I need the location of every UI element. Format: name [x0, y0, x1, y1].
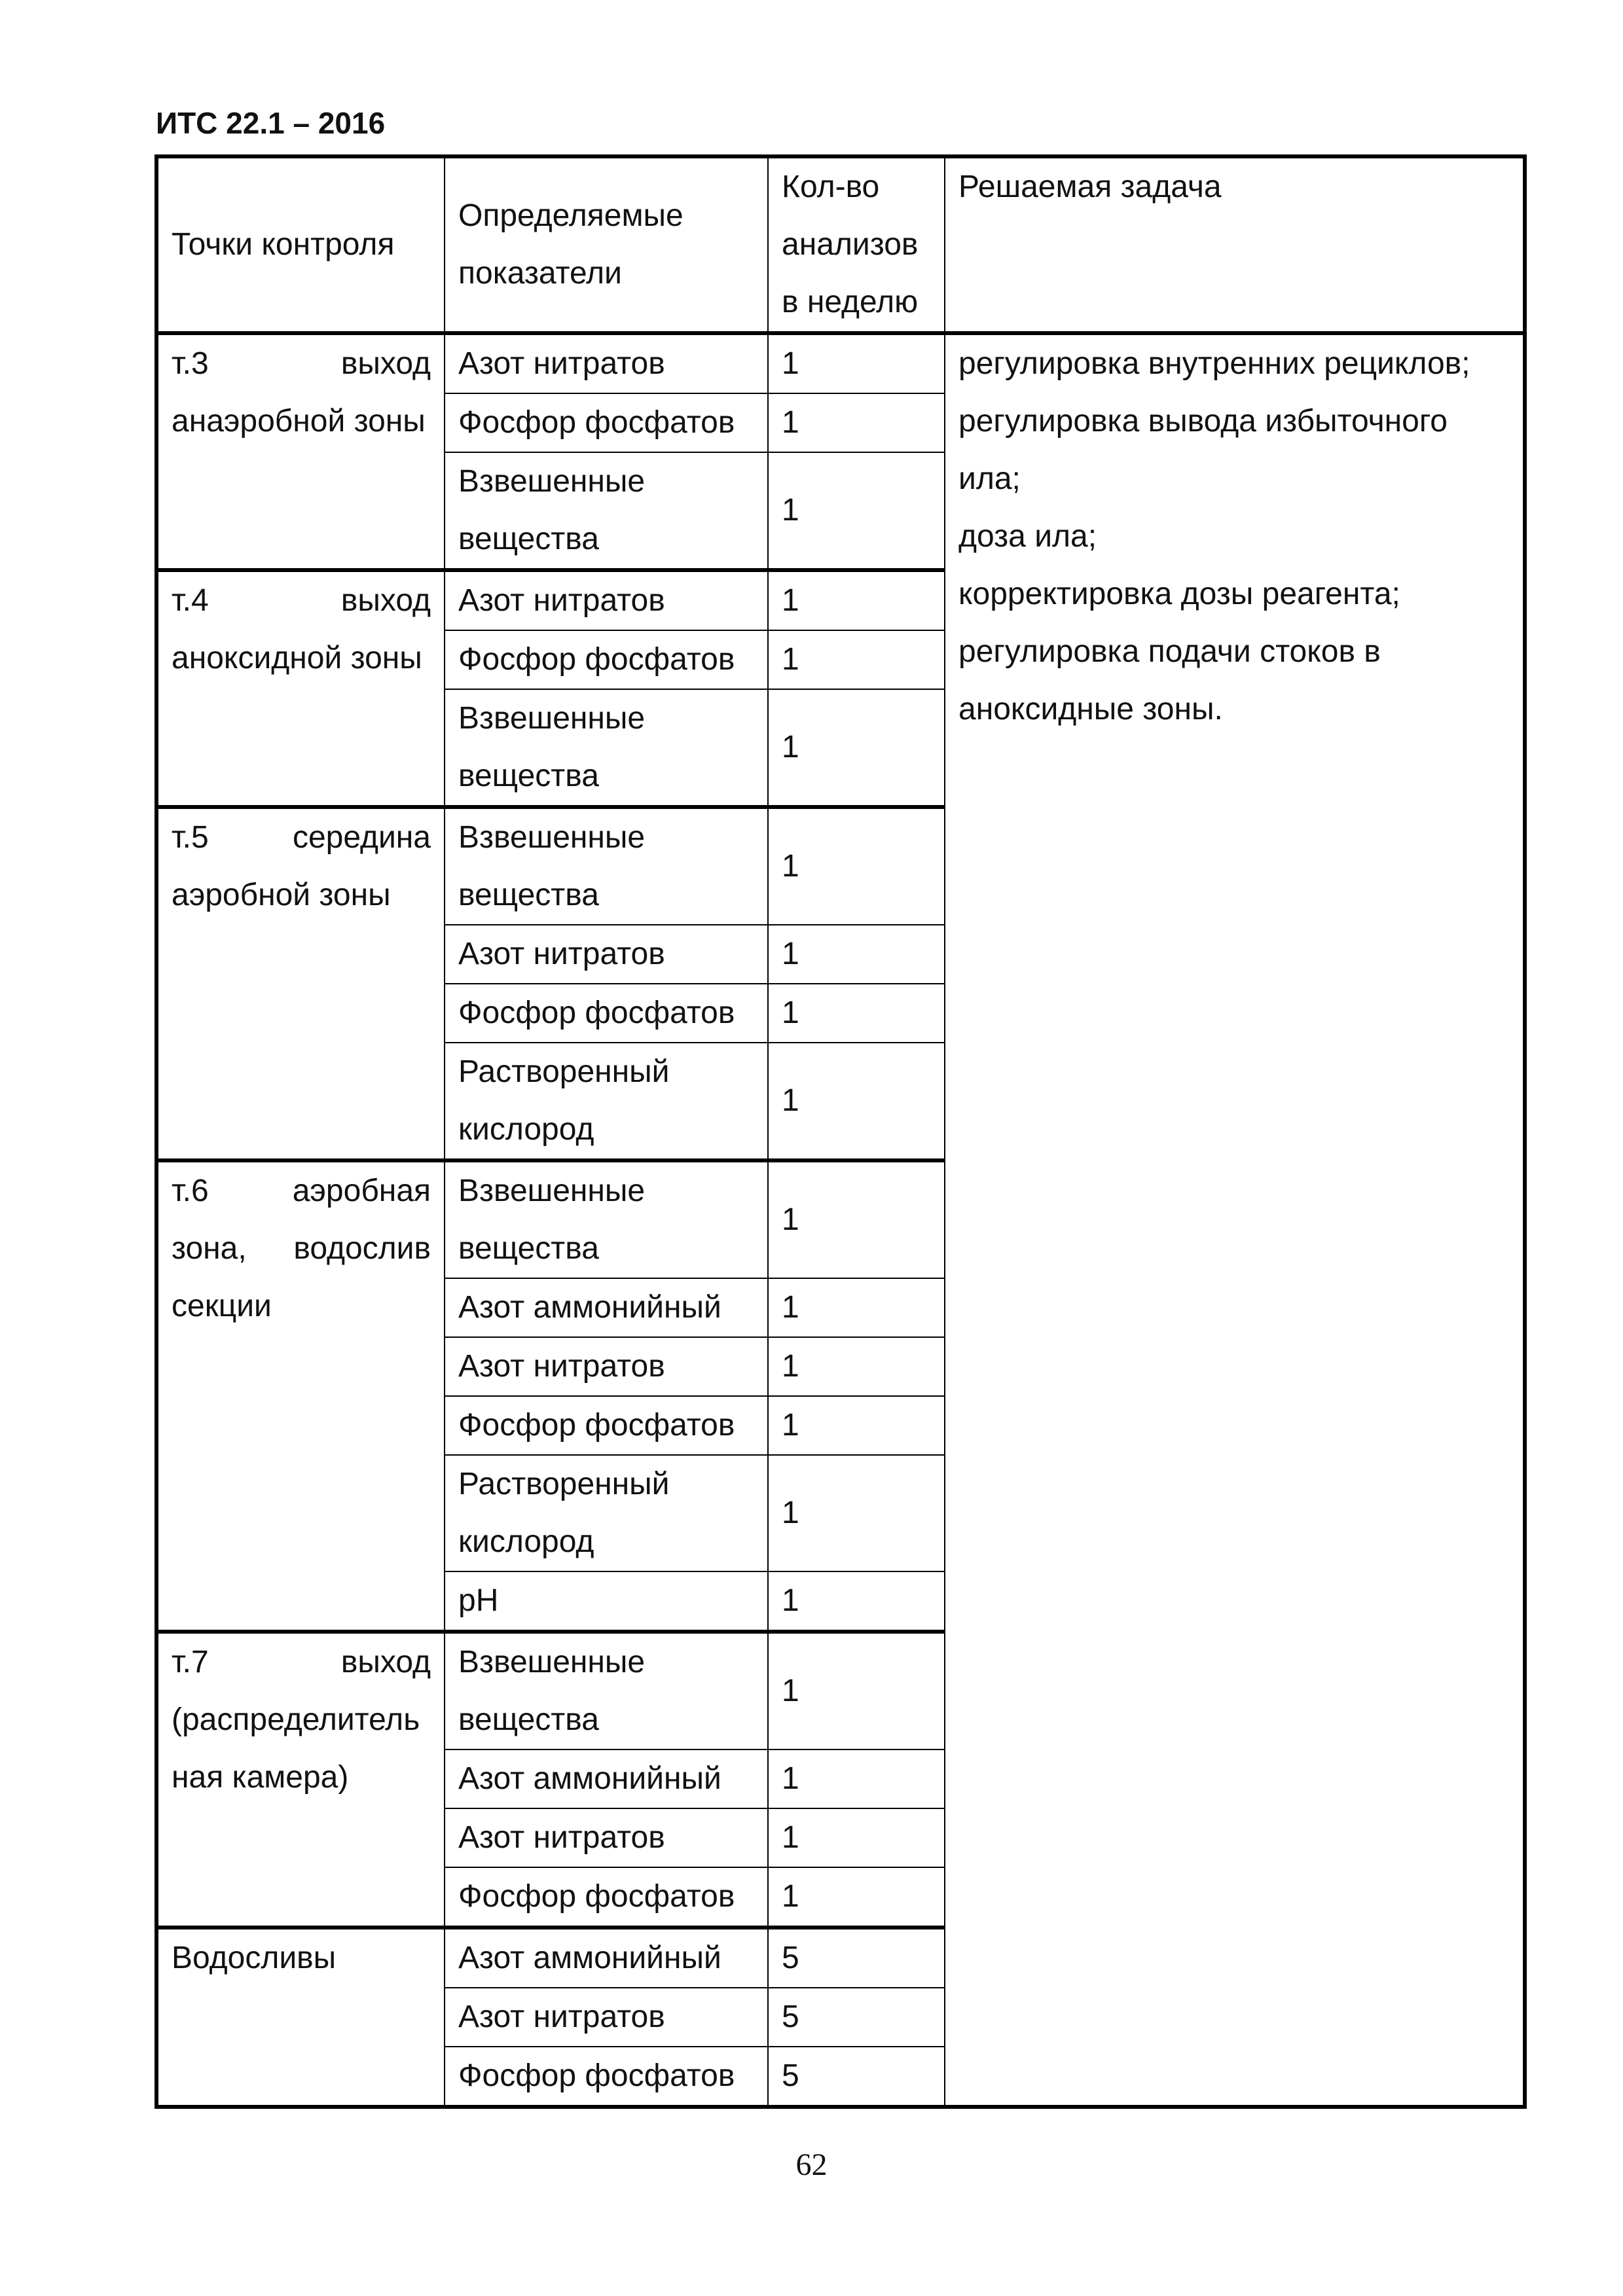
indicator-cell: Азот нитратов — [445, 570, 768, 630]
analyses-count-cell: 1 — [768, 925, 945, 984]
header-analyses-per-week: Кол-во анализов в неделю — [768, 156, 945, 333]
indicator-cell: pH — [445, 1571, 768, 1632]
analyses-count-cell: 1 — [768, 452, 945, 570]
analyses-count-cell: 1 — [768, 807, 945, 925]
monitoring-table — [155, 154, 1527, 2109]
task-line: регулировка вывода избыточного — [958, 404, 1448, 439]
indicator-cell: Азот аммонийный — [445, 1749, 768, 1808]
analyses-count-cell: 1 — [768, 570, 945, 630]
analyses-count-cell: 1 — [768, 689, 945, 807]
indicator-cell: Азот нитратов — [445, 1337, 768, 1396]
indicator-cell: Растворенный кислород — [445, 1043, 768, 1160]
analyses-count-cell: 1 — [768, 630, 945, 689]
indicator-cell: Азот нитратов — [445, 1808, 768, 1867]
analyses-count-cell: 1 — [768, 393, 945, 452]
control-point-cell: т.7 выход (распределительная камера) — [156, 1632, 445, 1928]
indicator-cell: Взвешенные вещества — [445, 807, 768, 925]
analyses-count-cell: 1 — [768, 1396, 945, 1455]
table-row — [156, 333, 1525, 393]
table-header-row — [156, 156, 1525, 333]
control-point-cell: т.4 выход аноксидной зоны — [156, 570, 445, 807]
analyses-count-cell: 1 — [768, 984, 945, 1043]
header-control-points: Точки контроля — [156, 156, 445, 333]
analyses-count-cell: 1 — [768, 1632, 945, 1749]
indicator-cell: Фосфор фосфатов — [445, 1396, 768, 1455]
header-task: Решаемая задача — [945, 156, 1525, 333]
analyses-count-cell: 1 — [768, 1808, 945, 1867]
indicator-cell: Азот аммонийный — [445, 1278, 768, 1337]
indicator-cell: Взвешенные вещества — [445, 1632, 768, 1749]
document-code: ИТС 22.1 – 2016 — [156, 106, 386, 140]
task-line: регулировка внутренних рециклов; — [958, 346, 1470, 381]
analyses-count-cell: 1 — [768, 1571, 945, 1632]
control-point-cell: Водосливы — [156, 1928, 445, 2107]
indicator-cell: Взвешенные вещества — [445, 1160, 768, 1278]
indicator-cell: Фосфор фосфатов — [445, 630, 768, 689]
indicator-cell: Азот нитратов — [445, 925, 768, 984]
indicator-cell: Взвешенные вещества — [445, 689, 768, 807]
indicator-cell: Азот нитратов — [445, 1988, 768, 2047]
control-point-cell: т.3 выход анаэробной зоны — [156, 333, 445, 570]
control-point-cell: т.5 середина аэробной зоны — [156, 807, 445, 1160]
analyses-count-cell: 1 — [768, 333, 945, 393]
control-point-cell: т.6 аэробная зона, водослив секции — [156, 1160, 445, 1632]
analyses-count-cell: 5 — [768, 2047, 945, 2107]
indicator-cell: Азот нитратов — [445, 333, 768, 393]
indicator-cell: Растворенный кислород — [445, 1455, 768, 1571]
indicator-cell: Азот аммонийный — [445, 1928, 768, 1988]
task-line: доза ила; — [958, 519, 1097, 554]
task-line: аноксидные зоны. — [958, 692, 1223, 726]
analyses-count-cell: 1 — [768, 1337, 945, 1396]
indicator-cell: Фосфор фосфатов — [445, 984, 768, 1043]
task-line: корректировка дозы реагента; — [958, 577, 1400, 611]
analyses-count-cell: 1 — [768, 1278, 945, 1337]
analyses-count-cell: 1 — [768, 1867, 945, 1928]
task-line: регулировка подачи стоков в — [958, 634, 1381, 669]
analyses-count-cell: 1 — [768, 1160, 945, 1278]
analyses-count-cell: 1 — [768, 1749, 945, 1808]
analyses-count-cell: 5 — [768, 1928, 945, 1988]
analyses-count-cell: 1 — [768, 1043, 945, 1160]
table-body — [156, 333, 1525, 2107]
analyses-count-cell: 5 — [768, 1988, 945, 2047]
task-line: ила; — [958, 461, 1021, 496]
indicator-cell: Фосфор фосфатов — [445, 393, 768, 452]
task-cell — [945, 333, 1525, 2107]
indicator-cell: Взвешенные вещества — [445, 452, 768, 570]
header-indicators: Определяемые показатели — [445, 156, 768, 333]
page-number: 62 — [795, 2147, 828, 2182]
indicator-cell: Фосфор фосфатов — [445, 2047, 768, 2107]
analyses-count-cell: 1 — [768, 1455, 945, 1571]
indicator-cell: Фосфор фосфатов — [445, 1867, 768, 1928]
